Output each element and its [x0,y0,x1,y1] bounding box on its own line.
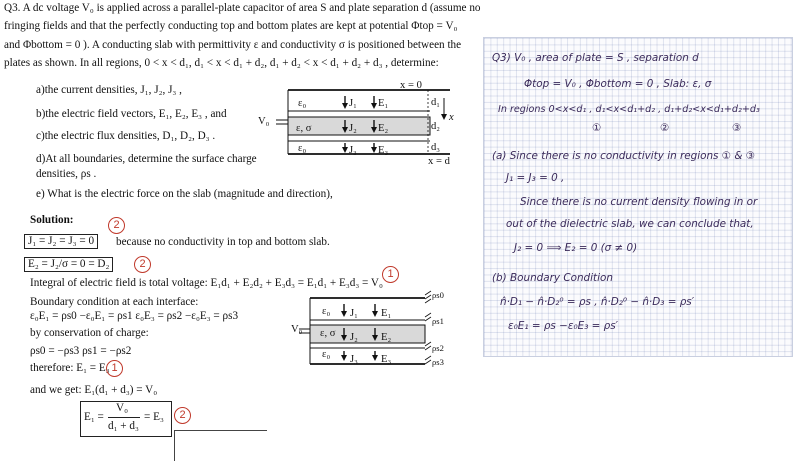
diagram2-eps0-bottom: ε₀ [322,349,331,360]
notes-line-10: n̂·D₁ − n̂·D₂⁰ = ρs , n̂·D₂⁰ − n̂·D₃ = ρs′ [500,296,695,308]
current-density-eq: J₁ = J₂ = J₃ = 0 [24,234,98,249]
diagram1-v0-label: V₀ [258,116,270,127]
region-number-2: ② [660,122,670,134]
diagram2-eps0-top: ε₀ [322,306,331,317]
part-b: b)the electric field vectors, E₁, E₂, E₃ , and [36,108,227,120]
diagram2-j1: J₁ [350,308,358,319]
diagram2-e3: E₃ [381,354,392,365]
rho-s3-label: ρs3 [432,357,444,367]
score-circle: 2 [108,217,125,234]
part-c: c)the electric flux densities, D₁, D₂, D₃ . [36,130,216,142]
rho-s2-label: ρs2 [432,343,444,353]
notes-line-9: (b) Boundary Condition [492,272,613,284]
notes-line-7: out of the dielectric slab, we can conclude that, [506,218,754,230]
diagram2-j3: J₃ [350,354,358,365]
diagram2-j2: J₂ [350,332,358,343]
fraction-left: E₁ = [84,411,104,423]
part-a: a)the current densities, J₁, J₂, J₃ , [36,84,182,96]
notes-line-4: (a) Since there is no conductivity in regions ① & ③ [492,150,756,162]
score-circle: 2 [174,407,191,424]
score-circle: 2 [134,256,151,273]
diagram1-e2: E₂ [378,123,389,134]
notes-line-11: ε₀E₁ = ρs −ε₀E₃ = ρs′ [508,320,619,332]
problem-line-1: Q3. A dc voltage V₀ is applied across a parallel-plate capacitor of area S and plate separation d (assume no [4,2,481,14]
region-number-3: ③ [732,122,742,134]
diagram1-d2: d₂ [431,121,440,132]
part-d-line-2: densities, ρs . [36,168,97,180]
diagram1-eps-sigma: ε, σ [296,123,312,134]
region-number-1: ① [592,122,602,134]
weget-line: and we get: E₁(d₁ + d₃) = V₀ [30,384,158,396]
notes-line-5: J₁ = J₃ = 0 , [506,172,565,184]
diagram1-e3: E₃ [378,145,389,156]
problem-line-2: fringing fields and that the perfectly conducting top and bottom plates are kept at potential Φtop = V₀ [4,20,458,32]
diagram1-d1: d₁ [431,97,440,108]
current-density-reason: because no conductivity in top and bottom slab. [116,236,330,248]
problem-line-3: and Φbottom = 0 ). A conducting slab with permittivity ε and conductivity σ is positioned between the [4,39,462,51]
notes-line-2: Φtop = V₀ , Φbottom = 0 , Slab: ε, σ [524,78,712,90]
notes-line-3: In regions 0<x<d₁ , d₁<x<d₁+d₂ , d₁+d₂<x<d₁+d₂+d₃ [498,104,760,115]
handwritten-notes-page [483,37,793,357]
diagram2-e1: E₁ [381,308,392,319]
notes-line-8: J₂ = 0 ⟹ E₂ = 0 (σ ≠ 0) [514,242,638,254]
fraction-numerator: V₀ [116,402,128,414]
diagram1-d3: d₃ [431,142,440,153]
boundary-heading: Boundary condition at each interface: [30,296,199,308]
rho-s0-label: ρs0 [432,290,444,300]
diagram1-j2: J₂ [349,123,357,134]
diagram1-x0-label: x = 0 [400,80,422,91]
diagram1-j1: J₁ [349,98,357,109]
diagram1-j3: J₃ [349,145,357,156]
score-circle: 1 [382,266,399,283]
diagram1-e1: E₁ [378,98,389,109]
e2-eq: E₂ = J₂/σ = 0 = D₂ [24,257,113,272]
fraction-right: = E₃ [144,411,164,423]
problem-line-4: plates as shown. In all regions, 0 < x < d₁, d₁ < x < d₁ + d₂, d₁ + d₂ < x < d₁ + d₂ + d₃ , determine: [4,57,439,69]
diagram1-xd-label: x = d [428,156,450,167]
part-d-line-1: d)At all boundaries, determine the surface charge [36,153,257,165]
fraction-denominator: d₁ + d₃ [108,420,139,432]
therefore-line: therefore: E₁ = E₃ [30,362,110,374]
diagram1-eps0-top: ε₀ [298,98,307,109]
diagram1-x-axis: x [449,112,454,123]
rho-s1-label: ρs1 [432,316,444,326]
diagram1-eps0-bottom: ε₀ [298,143,307,154]
diagram2-e2: E₂ [381,332,392,343]
fraction-bar [108,417,140,418]
score-circle: 1 [106,360,123,377]
integral-line: Integral of electric field is total voltage: E₁d₁ + E₂d₂ + E₃d₃ = E₁d₁ + E₃d₃ = V₀ [30,277,383,289]
capacitor-diagram-charges [283,290,473,370]
notes-line-6: Since there is no current density flowing in or [520,196,758,208]
answer-box-fragment [174,430,267,461]
solution-heading: Solution: [30,214,74,226]
diagram2-v0-label: V₀ [291,324,303,335]
part-e: e) What is the electric force on the slab (magnitude and direction), [36,188,333,200]
boundary-eq: ε₀E₁ = ρs0 −ε₀E₁ = ρs1 ε₀E₃ = ρs2 −ε₀E₃ = ρs3 [30,310,239,322]
conservation-line: by conservation of charge: [30,327,149,339]
notes-line-1: Q3) V₀ , area of plate = S , separation d [492,52,699,64]
rho-eq: ρs0 = −ρs3 ρs1 = −ρs2 [30,345,132,357]
diagram2-eps-sigma: ε, σ [320,328,336,339]
